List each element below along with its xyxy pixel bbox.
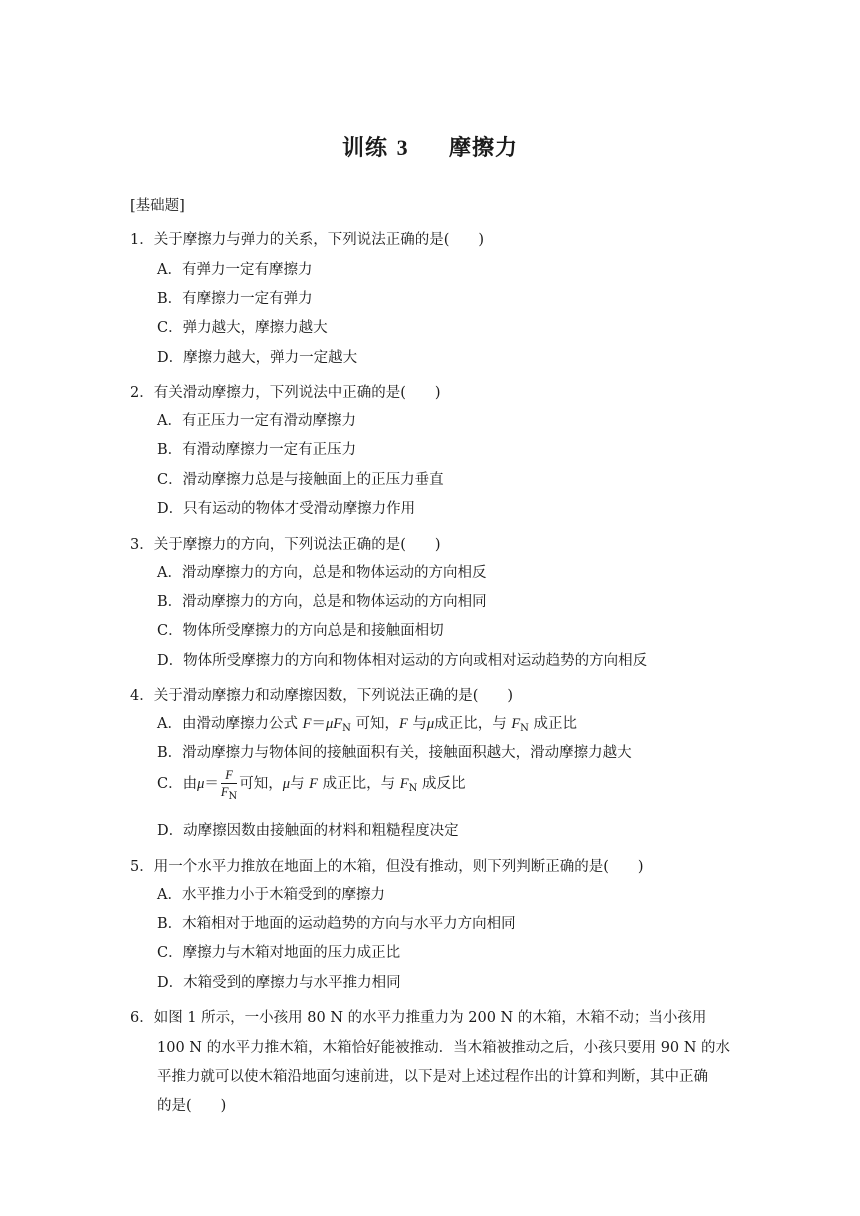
question-3-option-b: B．滑动摩擦力的方向，总是和物体运动的方向相同 [157,594,487,610]
title-number: 3 [396,135,409,160]
q4a-FN2: F [511,716,521,732]
question-2-option-b: B．有滑动摩擦力一定有正压力 [157,442,357,458]
q4c-denominator [221,784,237,800]
question-2-option-c: C．滑动摩擦力总是与接触面上的正压力垂直 [157,472,444,488]
question-2-stem: 2．有关滑动摩擦力，下列说法中正确的是( ) [130,385,441,401]
q4a-mid: 可知， [350,716,399,732]
q4a-eq: ＝ [311,716,326,732]
question-1-option-b: B．有摩擦力一定有弹力 [157,291,313,307]
q4a-with: 与 [407,716,427,732]
question-3-option-a: A．滑动摩擦力的方向，总是和物体运动的方向相反 [157,565,487,581]
question-1-option-d: D．摩擦力越大，弹力一定越大 [157,350,358,366]
title-name: 摩擦力 [449,135,519,161]
question-4-option-a [157,712,577,733]
question-3-option-c: C．物体所受摩擦力的方向总是和接触面相切 [157,623,444,639]
section-heading: [基础题] [130,198,185,214]
question-2-option-a: A．有正压力一定有滑动摩擦力 [157,413,356,429]
question-1-option-c: C．弹力越大，摩擦力越大 [157,320,328,336]
question-6-line-1: 6．如图 1 所示，一小孩用 80 N 的水平力推重力为 200 N 的木箱，木箱不动；当小孩用 [130,1010,707,1026]
page-title [0,131,860,162]
q4c-mid: 可知， [239,776,283,792]
question-4-stem: 4．关于滑动摩擦力和动摩擦因数，下列说法正确的是( ) [130,688,514,704]
question-4-option-c [157,768,465,800]
question-6-line-3: 平推力就可以使木箱沿地面匀速前进，以下是对上述过程作出的计算和判断，其中正确 [157,1069,708,1085]
question-5-option-c: C．摩擦力与木箱对地面的压力成正比 [157,945,401,961]
q4c-numerator: F [221,768,237,784]
q4a-sub-n2: N [520,723,529,734]
question-5-option-a: A．水平推力小于木箱受到的摩擦力 [157,887,385,903]
q4c-FN: F [399,776,409,792]
q4c-fraction [221,768,237,800]
title-spacer [417,135,440,161]
question-6-line-2: 100 N 的水平力推木箱，木箱恰好能被推动．当木箱被推动之后，小孩只要用 90 N 的水 [157,1040,731,1056]
q4c-den-F: F [220,785,229,799]
title-prefix: 训练 [341,135,388,161]
q4a-tail1: 成正比，与 [434,716,512,732]
q4c-with: 与 [290,776,310,792]
question-1-option-a: A．有弹力一定有摩擦力 [157,262,313,278]
q4a-FN: F [333,716,343,732]
question-2-option-d: D．只有运动的物体才受滑动摩擦力作用 [157,501,416,517]
question-4-option-b: B．滑动摩擦力与物体间的接触面积有关，接触面积越大，滑动摩擦力越大 [157,745,632,761]
q4a-mu: μ [325,716,334,732]
question-4-option-d: D．动摩擦因数由接触面的材料和粗糙程度决定 [157,823,459,839]
question-3-stem: 3．关于摩擦力的方向，下列说法正确的是( ) [130,537,441,553]
q4c-tail1: 成正比，与 [318,776,400,792]
q4c-F: F [309,776,319,792]
q4a-F2: F [398,716,408,732]
question-6-line-4: 的是( ) [157,1098,227,1114]
q4a-sub-n: N [342,723,351,734]
q4c-mu: μ [197,776,205,792]
q4a-mu2: μ [426,716,435,732]
question-5-stem: 5．用一个水平力推放在地面上的木箱，但没有推动，则下列判断正确的是( ) [130,859,644,875]
q4c-prefix: C．由 [157,776,198,792]
q4a-tail2: 成正比 [528,716,578,732]
q4c-mu2: μ [282,776,291,792]
q4c-sub-n: N [408,783,418,794]
q4c-tail2: 成反比 [417,776,466,792]
question-5-option-b: B．木箱相对于地面的运动趋势的方向与水平力方向相同 [157,916,516,932]
question-1-stem: 1．关于摩擦力与弹力的关系，下列说法正确的是( ) [130,232,485,248]
q4c-den-sub: N [228,791,238,802]
q4c-eq: ＝ [204,776,219,792]
question-3-option-d: D．物体所受摩擦力的方向和物体相对运动的方向或相对运动趋势的方向相反 [157,653,648,669]
q4a-F: F [302,716,312,732]
q4a-prefix: A．由滑动摩擦力公式 [157,716,303,732]
question-5-option-d: D．木箱受到的摩擦力与水平推力相同 [157,975,401,991]
